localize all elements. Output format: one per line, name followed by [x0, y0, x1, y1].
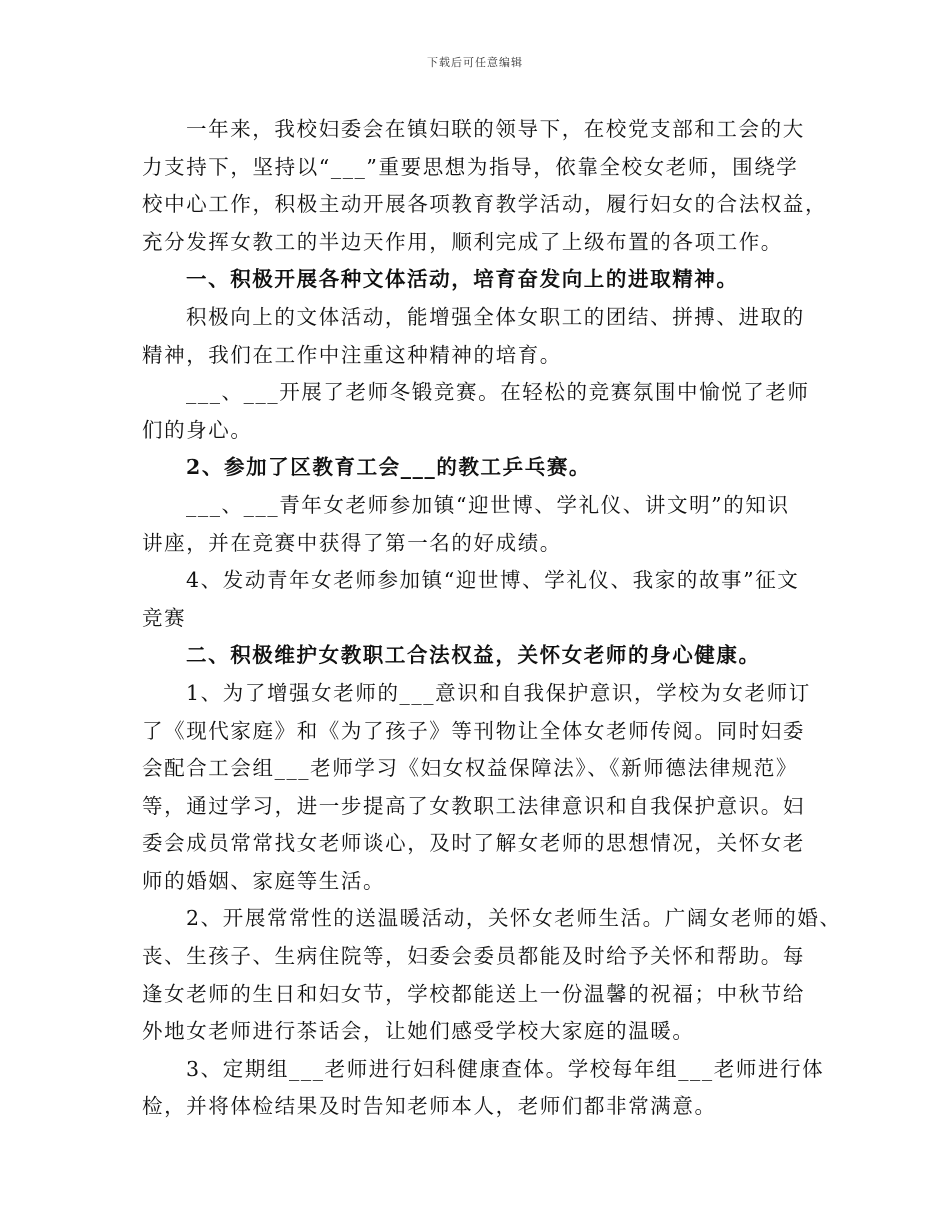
paragraph-line: 力支持下，坚持以“___”重要思想为指导，依靠全校女老师，围绕学 [142, 154, 799, 179]
paragraph-line: 3、定期组___老师进行妇科健康查体。学校每年组___老师进行体 [186, 1056, 825, 1081]
paragraph-line: 丧、生孩子、生病住院等，妇委会委员都能及时给予关怀和帮助。每 [142, 944, 805, 969]
paragraph-line: 师的婚姻、家庭等生活。 [142, 868, 386, 893]
paragraph-line: 充分发挥女教工的半边天作用，顺利完成了上级布置的各项工作。 [142, 229, 783, 254]
paragraph-line: 了《现代家庭》和《为了孩子》等刊物让全体女老师传阅。同时妇委 [142, 718, 805, 743]
paragraph-line: 等，通过学习，进一步提高了女教职工法律意识和自我保护意识。妇 [142, 793, 805, 818]
paragraph-line: 校中心工作，积极主动开展各项教育教学活动，履行妇女的合法权益， [142, 192, 828, 217]
paragraph-line: 逢女老师的生日和妇女节，学校都能送上一份温馨的祝福；中秋节给 [142, 981, 805, 1006]
section-heading-line: 2、参加了区教育工会___的教工乒乓赛。 [186, 455, 592, 480]
section-heading-line: 一、积极开展各种文体活动，培育奋发向上的进取精神。 [186, 267, 739, 292]
paragraph-line: 1、为了增强女老师的___意识和自我保护意识，学校为女老师订 [186, 680, 811, 705]
paragraph-line: ___、___开展了老师冬锻竞赛。在轻松的竞赛氛围中愉悦了老师 [186, 380, 810, 405]
paragraph-line: 精神，我们在工作中注重这种精神的培育。 [142, 342, 562, 367]
paragraph-line: 外地女老师进行茶话会，让她们感受学校大家庭的温暖。 [142, 1019, 695, 1044]
paragraph-line: 会配合工会组___老师学习《妇女权益保障法》、《新师德法律规范》 [142, 756, 798, 781]
paragraph-line: ___、___青年女老师参加镇“迎世博、学礼仪、讲文明”的知识 [186, 492, 790, 517]
paragraph-line: 竞赛 [142, 605, 187, 630]
paragraph-line: 积极向上的文体活动，能增强全体女职工的团结、拼搏、进取的 [186, 304, 805, 329]
paragraph-line: 检，并将体检结果及时告知老师本人，老师们都非常满意。 [142, 1094, 717, 1119]
paragraph-line: 一年来，我校妇委会在镇妇联的领导下，在校党支部和工会的大 [186, 117, 805, 141]
paragraph-line: 委会成员常常找女老师谈心，及时了解女老师的思想情况，关怀女老 [142, 831, 805, 856]
paragraph-line: 4、发动青年女老师参加镇“迎世博、学礼仪、我家的故事”征文 [186, 568, 800, 593]
document-body [142, 111, 842, 1126]
paragraph-line: 2、开展常常性的送温暖活动，关怀女老师生活。广阔女老师的婚、 [186, 906, 842, 931]
paragraph-line: 讲座，并在竞赛中获得了第一名的好成绩。 [142, 530, 562, 555]
section-heading-line: 二、积极维护女教职工合法权益，关怀女老师的身心健康。 [186, 643, 761, 668]
paragraph-line: 们的身心。 [142, 417, 253, 442]
page-header: 下载后可任意编辑 [427, 56, 523, 69]
